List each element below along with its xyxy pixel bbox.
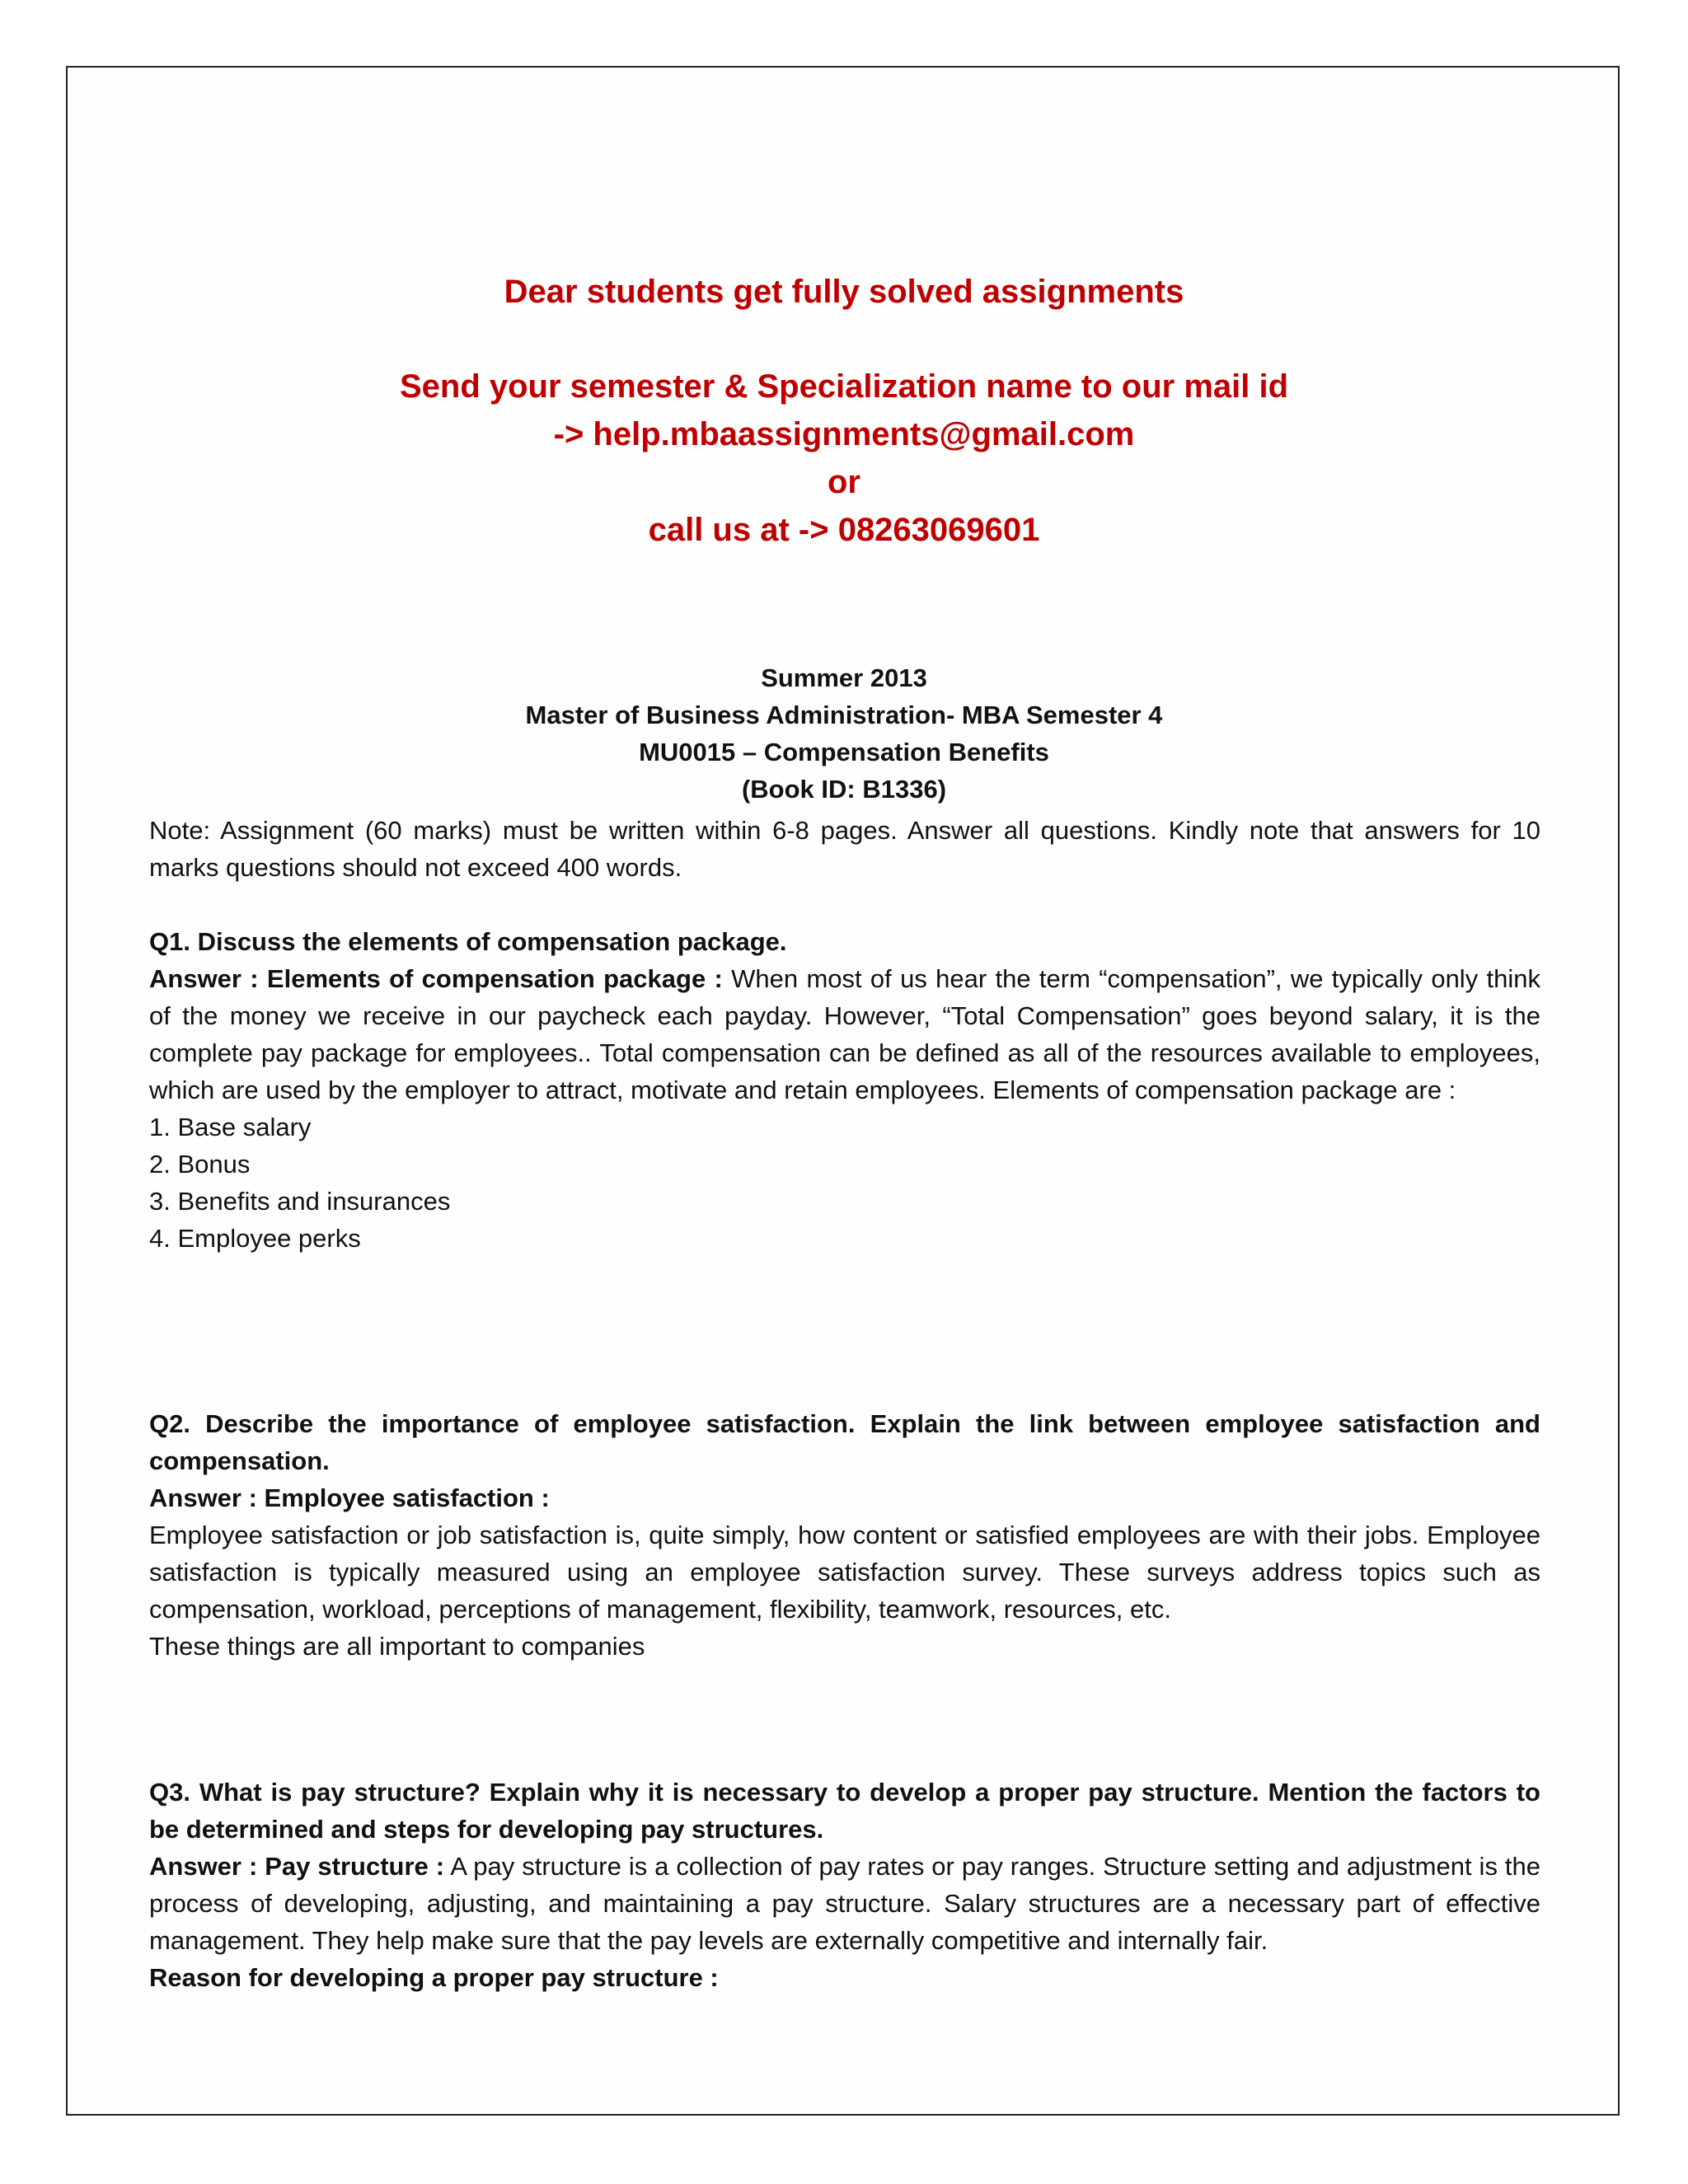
question-1-title: Q1. Discuss the elements of compensation package. [149,927,787,956]
note-text: Note: Assignment (60 marks) must be written within 6-8 pages. Answer all questions. Kindly note that answers for 10 marks questions should not exceed 400 words. [149,816,1540,882]
answer-text: When most of us hear the term “compensation”, we typically only think of the money we receive in our paycheck each payday. However, “Total Compensation” goes beyond salary, it is the complete pay package for employees.. Total compensation can be defined as all of the resources available to employees, which are used by the employer to attract, motivate and retain employees. Elements of compensation package are : [149,964,1540,1104]
question-2 [149,1405,1540,1665]
list-item: 4. Employee perks [149,1224,361,1253]
list-item: 3. Benefits and insurances [149,1187,451,1216]
list-item: 1. Base salary [149,1113,312,1141]
assignment-header [0,659,1688,808]
question-1-answer [149,960,1540,1108]
question-3 [149,1774,1540,1996]
answer-label: Answer : Employee satisfaction : [149,1483,550,1512]
answer-label: Answer : Pay structure : [149,1852,445,1881]
promo-phone[interactable]: call us at -> 08263069601 [648,512,1040,548]
promo-or: or [828,464,860,500]
promo-instruction: Send your semester & Specialization name to our mail id [399,368,1289,405]
answer-label: Answer : Elements of compensation package : [149,964,723,993]
promo-headline: Dear students get fully solved assignments [504,274,1184,310]
promo-email[interactable]: -> help.mbaassignments@gmail.com [553,416,1135,452]
term: Summer 2013 [761,663,927,692]
book-id: (Book ID: B1336) [741,775,947,804]
section-subheading: Reason for developing a proper pay structure : [149,1963,719,1992]
question-2-title: Q2. Describe the importance of employee satisfaction. Explain the link between employee satisfaction and compensation. [149,1409,1540,1475]
list-item: 2. Bonus [149,1150,251,1179]
assignment-note [149,812,1540,886]
question-1 [149,923,1540,1257]
question-3-answer [149,1848,1540,1959]
answer-paragraph: Employee satisfaction or job satisfaction is, quite simply, how content or satisfied employees are with their jobs. Employee satisfaction is typically measured using an employee satisfaction survey. These surveys address topics such as compensation, workload, perceptions of management, flexibility, teamwork, resources, etc. [149,1521,1540,1624]
promo-contact-block [0,363,1688,554]
program: Master of Business Administration- MBA Semester 4 [525,701,1163,729]
answer-text: A pay structure is a collection of pay rates or pay ranges. Structure setting and adjustment is the process of developing, adjusting, and maintaining a pay structure. Salary structures are a necessary part of effective management. They help make sure that the pay levels are externally competitive and internally fair. [149,1852,1541,1955]
answer-paragraph: These things are all important to companies [149,1632,645,1661]
course-title: MU0015 – Compensation Benefits [639,738,1049,766]
question-3-title: Q3. What is pay structure? Explain why it is necessary to develop a proper pay structure. Mention the factors to be determined and steps for developing pay structures. [149,1778,1540,1844]
